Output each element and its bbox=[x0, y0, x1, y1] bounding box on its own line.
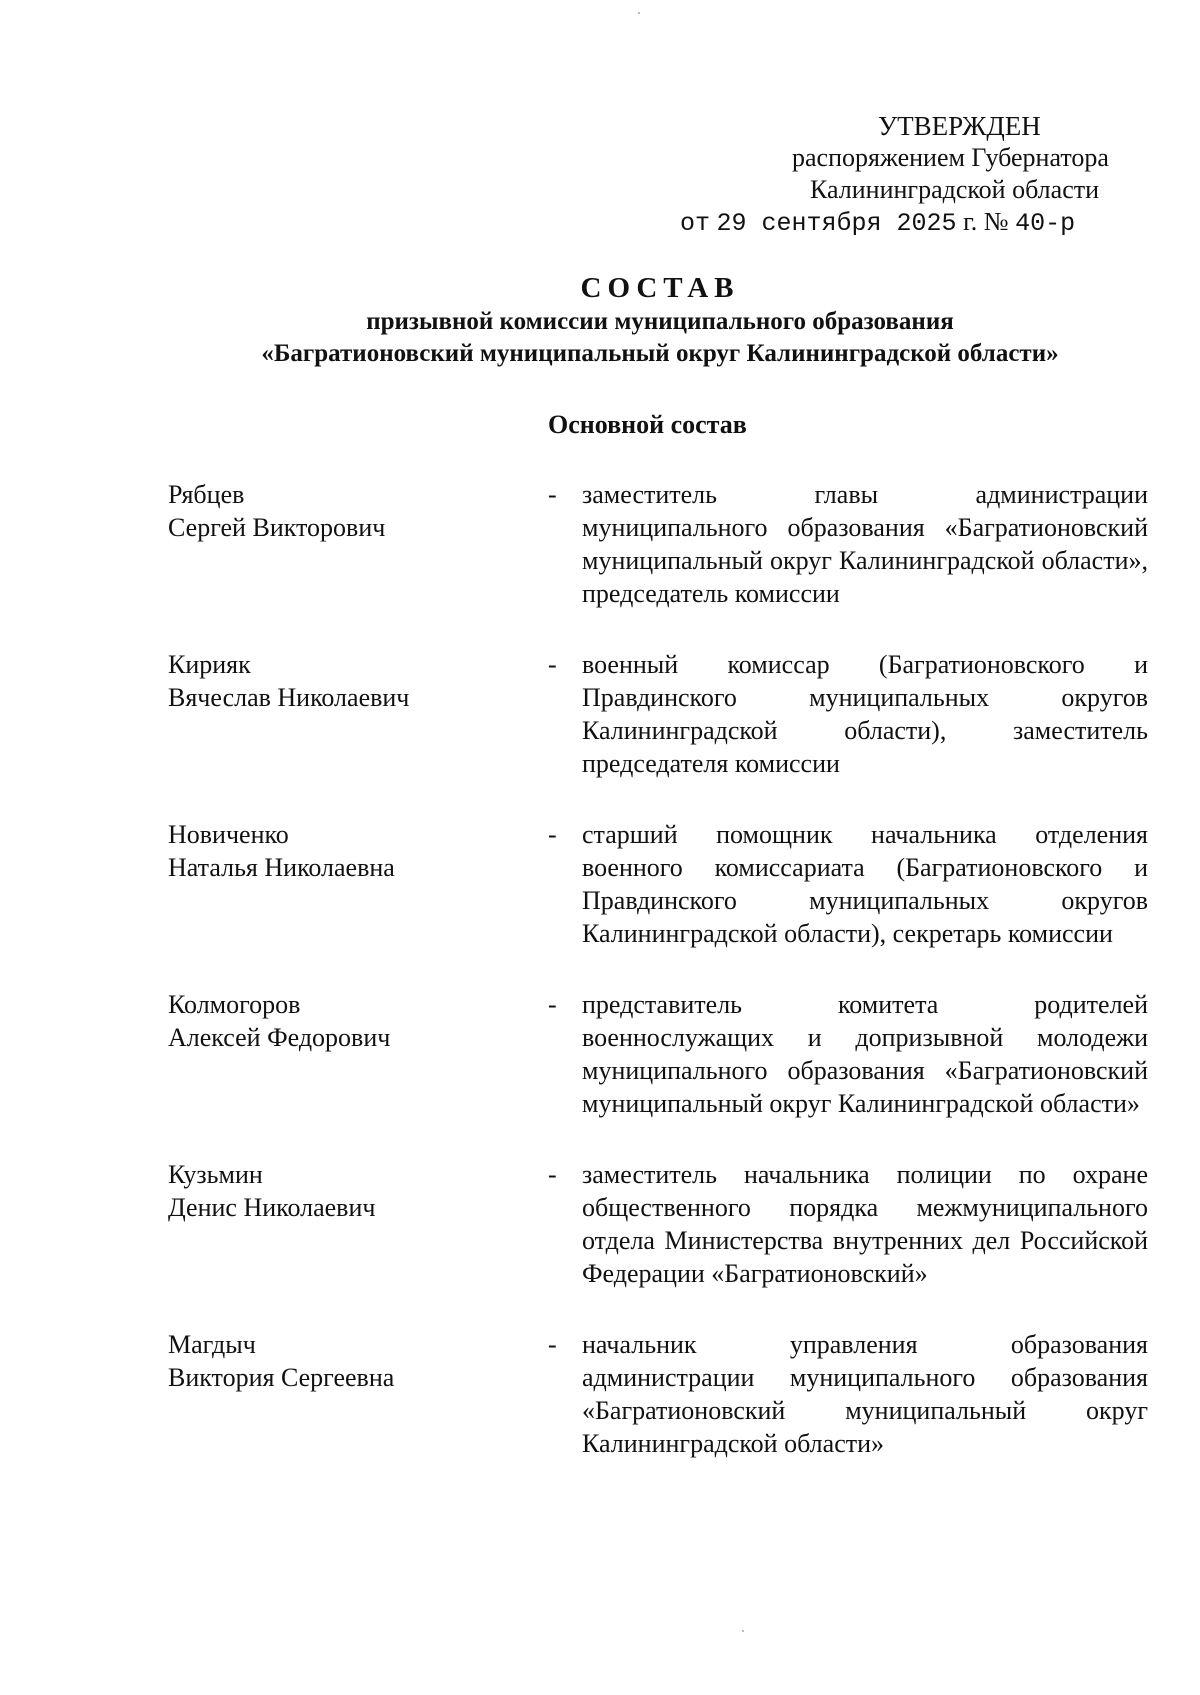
date-value: 29 сентября 2025 bbox=[716, 209, 957, 238]
approval-stamp bbox=[600, 110, 1140, 240]
member-list bbox=[168, 478, 1148, 1460]
member-surname: Кузьмин bbox=[168, 1160, 263, 1189]
member-dash: - bbox=[548, 650, 557, 679]
document-title: СОСТАВ bbox=[580, 272, 740, 304]
member-entry bbox=[168, 648, 1148, 780]
member-surname: Магдыч bbox=[168, 1330, 256, 1359]
member-dash: - bbox=[548, 1330, 557, 1359]
member-given-name: Алексей Федорович bbox=[168, 1023, 391, 1052]
member-entry bbox=[168, 988, 1148, 1120]
document-subtitle-line-2: «Багратионовский муниципальный округ Калининградской области» bbox=[261, 340, 1059, 367]
member-dash: - bbox=[548, 820, 557, 849]
member-entry bbox=[168, 1328, 1148, 1460]
member-given-name: Наталья Николаевна bbox=[168, 853, 395, 882]
document-heading bbox=[0, 270, 1200, 370]
member-name bbox=[168, 648, 548, 780]
member-name bbox=[168, 818, 548, 950]
member-entry bbox=[168, 478, 1148, 610]
scan-speck bbox=[638, 12, 640, 14]
member-role: заместитель главы администрации муниципального образования «Багратионовский муниципальный округ Калининградской области», председатель комиссии bbox=[582, 480, 1148, 608]
section-title: Основной состав bbox=[548, 410, 747, 439]
member-given-name: Виктория Сергеевна bbox=[168, 1363, 395, 1392]
member-given-name: Вячеслав Николаевич bbox=[168, 683, 410, 712]
member-entry bbox=[168, 818, 1148, 950]
member-name bbox=[168, 1158, 548, 1290]
member-name bbox=[168, 988, 548, 1120]
member-surname: Кирияк bbox=[168, 650, 251, 679]
member-surname: Рябцев bbox=[168, 480, 245, 509]
member-name bbox=[168, 478, 548, 610]
approved-region: Калининградской области bbox=[810, 175, 1100, 204]
member-entry bbox=[168, 1158, 1148, 1290]
approval-date-line bbox=[600, 206, 1140, 240]
member-role: старший помощник начальника отделения военного комиссариата (Багратионовского и Правдинского муниципальных округов Калининградской области), секретарь комиссии bbox=[582, 820, 1148, 948]
member-role: начальник управления образования администрации муниципального образования «Багратионовский муниципальный округ Калининградской области» bbox=[582, 1330, 1148, 1458]
member-role: представитель комитета родителей военнослужащих и допризывной молодежи муниципального образования «Багратионовский муниципальный округ Калининградской области» bbox=[582, 990, 1148, 1118]
scan-speck bbox=[742, 1630, 744, 1632]
date-prefix: от bbox=[680, 209, 711, 238]
member-surname: Новиченко bbox=[168, 820, 289, 849]
member-given-name: Сергей Викторович bbox=[168, 513, 386, 542]
member-role: заместитель начальника полиции по охране общественного порядка межмуниципального отдела Министерства внутренних дел Российской Федерации «Багратионовский» bbox=[582, 1160, 1148, 1288]
member-surname: Колмогоров bbox=[168, 990, 301, 1019]
member-dash: - bbox=[548, 480, 557, 509]
document-subtitle-line-1: призывной комиссии муниципального образования bbox=[366, 308, 954, 335]
member-dash: - bbox=[548, 1160, 557, 1189]
approved-label: УТВЕРЖДЕН bbox=[878, 111, 1041, 141]
order-number: 40-р bbox=[1015, 209, 1076, 238]
member-name bbox=[168, 1328, 548, 1460]
member-dash: - bbox=[548, 990, 557, 1019]
year-number-suffix: г. № bbox=[963, 207, 1009, 236]
approved-by: распоряжением Губернатора bbox=[792, 143, 1109, 172]
member-role: военный комиссар (Багратионовского и Правдинского муниципальных округов Калининградской области), заместитель председателя комиссии bbox=[582, 650, 1148, 778]
member-given-name: Денис Николаевич bbox=[168, 1193, 376, 1222]
